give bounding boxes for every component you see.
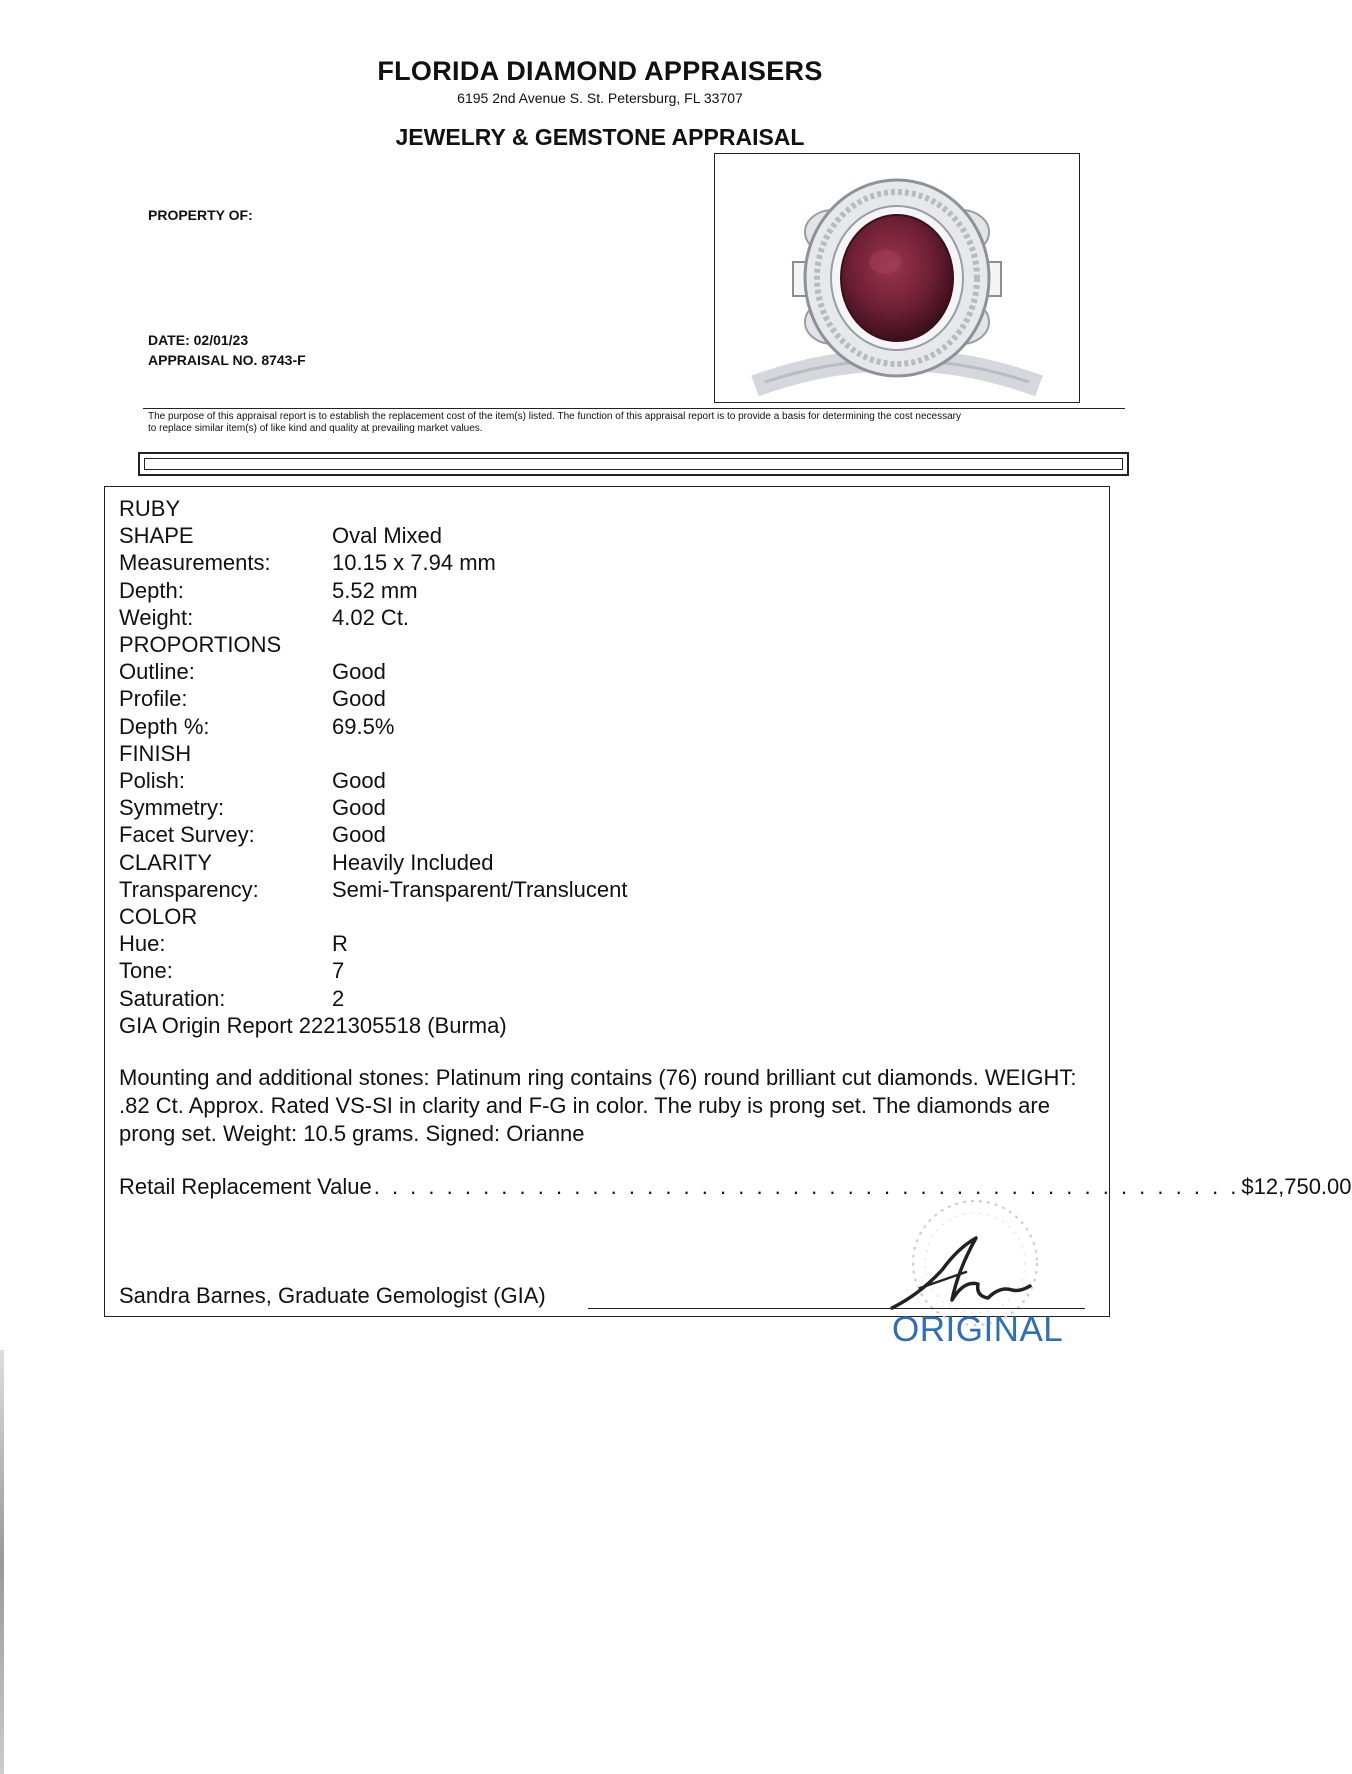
stone-row-value: Good: [332, 822, 386, 847]
stone-row-label: Profile:: [119, 686, 188, 711]
purpose-line-2: to replace similar item(s) of like kind and quality at prevailing market values.: [148, 423, 483, 434]
stone-row-label: Depth:: [119, 578, 184, 603]
appraisal-number-value: 8743-F: [261, 352, 306, 368]
stone-row-value: 2: [332, 986, 345, 1011]
divider-bar: [138, 452, 1129, 476]
date-label: DATE:: [148, 332, 190, 348]
retail-value: $12,750.00: [1241, 1174, 1352, 1199]
stone-row-label: Measurements:: [119, 550, 271, 575]
stone-row-label: GIA Origin Report 2221305518 (Burma): [119, 1013, 507, 1038]
stone-row-label: Weight:: [119, 605, 194, 630]
stone-row-value: 5.52 mm: [332, 578, 418, 603]
company-address: 6195 2nd Avenue S. St. Petersburg, FL 33707: [457, 90, 743, 106]
stone-row-value: Heavily Included: [332, 850, 494, 875]
stone-row-label: Outline:: [119, 659, 195, 684]
scan-edge-shadow: [0, 1350, 4, 1774]
stone-row-label: Polish:: [119, 768, 186, 793]
stone-row-label: Transparency:: [119, 877, 259, 902]
purpose-statement: [148, 411, 1128, 435]
stone-row-value: Semi-Transparent/Translucent: [332, 877, 628, 902]
stone-row-label: COLOR: [119, 904, 198, 929]
stone-row-value: Good: [332, 795, 386, 820]
ruby-ring-icon: [715, 154, 1079, 402]
stone-row-label: Facet Survey:: [119, 822, 255, 847]
document-title: JEWELRY & GEMSTONE APPRAISAL: [395, 124, 805, 150]
stone-row-value: R: [332, 931, 348, 956]
stone-row-label: PROPORTIONS: [119, 632, 282, 657]
stone-row-label: Symmetry:: [119, 795, 225, 820]
stone-row-value: 7: [332, 958, 345, 983]
appraisal-number-label: APPRAISAL NO.: [148, 352, 258, 368]
property-of-label: PROPERTY OF:: [148, 207, 253, 223]
retail-dot-leader: . . . . . . . . . . . . . . . . . . . . . . . . . . . . . . . . . . . . . . . . . . . . . . . .: [373, 1174, 1240, 1199]
stone-row-value: 69.5%: [332, 714, 395, 739]
original-stamp: ORIGINAL: [892, 1310, 1064, 1349]
stone-row-label: Depth %:: [119, 714, 210, 739]
stone-row-label: SHAPE: [119, 523, 194, 548]
stone-row-label: Saturation:: [119, 986, 226, 1011]
stone-row-label: FINISH: [119, 741, 192, 766]
stone-row-label: RUBY: [119, 496, 181, 521]
gemologist-signature-line: Sandra Barnes, Graduate Gemologist (GIA): [119, 1283, 546, 1308]
purpose-divider: [143, 408, 1125, 409]
date-row: [148, 332, 248, 348]
stone-row-value: Good: [332, 686, 386, 711]
appraisal-number-row: [148, 352, 306, 368]
stone-row-label: Hue:: [119, 931, 166, 956]
stone-row-label: CLARITY: [119, 850, 212, 875]
stone-row-value: Good: [332, 768, 386, 793]
stone-row-value: Oval Mixed: [332, 523, 443, 548]
purpose-line-1: The purpose of this appraisal report is to establish the replacement cost of the item(s) listed. The function of this appraisal report is to provide a basis for determining the cost necessary: [148, 411, 962, 422]
stone-row-value: 4.02 Ct.: [332, 605, 410, 630]
retail-label: Retail Replacement Value: [119, 1174, 372, 1199]
mounting-description: Mounting and additional stones: Platinum ring contains (76) round brilliant cut diamonds. WEIGHT: .82 Ct. Approx. Rated VS-SI in clarity and F-G in color. The ruby is prong set. The diamonds are prong set. Weight: 10.5 grams. Signed: Orianne: [119, 1065, 1077, 1146]
company-name: FLORIDA DIAMOND APPRAISERS: [377, 56, 823, 86]
stone-row-value: 10.15 x 7.94 mm: [332, 550, 496, 575]
stone-row-value: Good: [332, 659, 386, 684]
stone-row-label: Tone:: [119, 958, 173, 983]
ring-photo: [714, 153, 1080, 403]
date-value: 02/01/23: [193, 332, 249, 348]
